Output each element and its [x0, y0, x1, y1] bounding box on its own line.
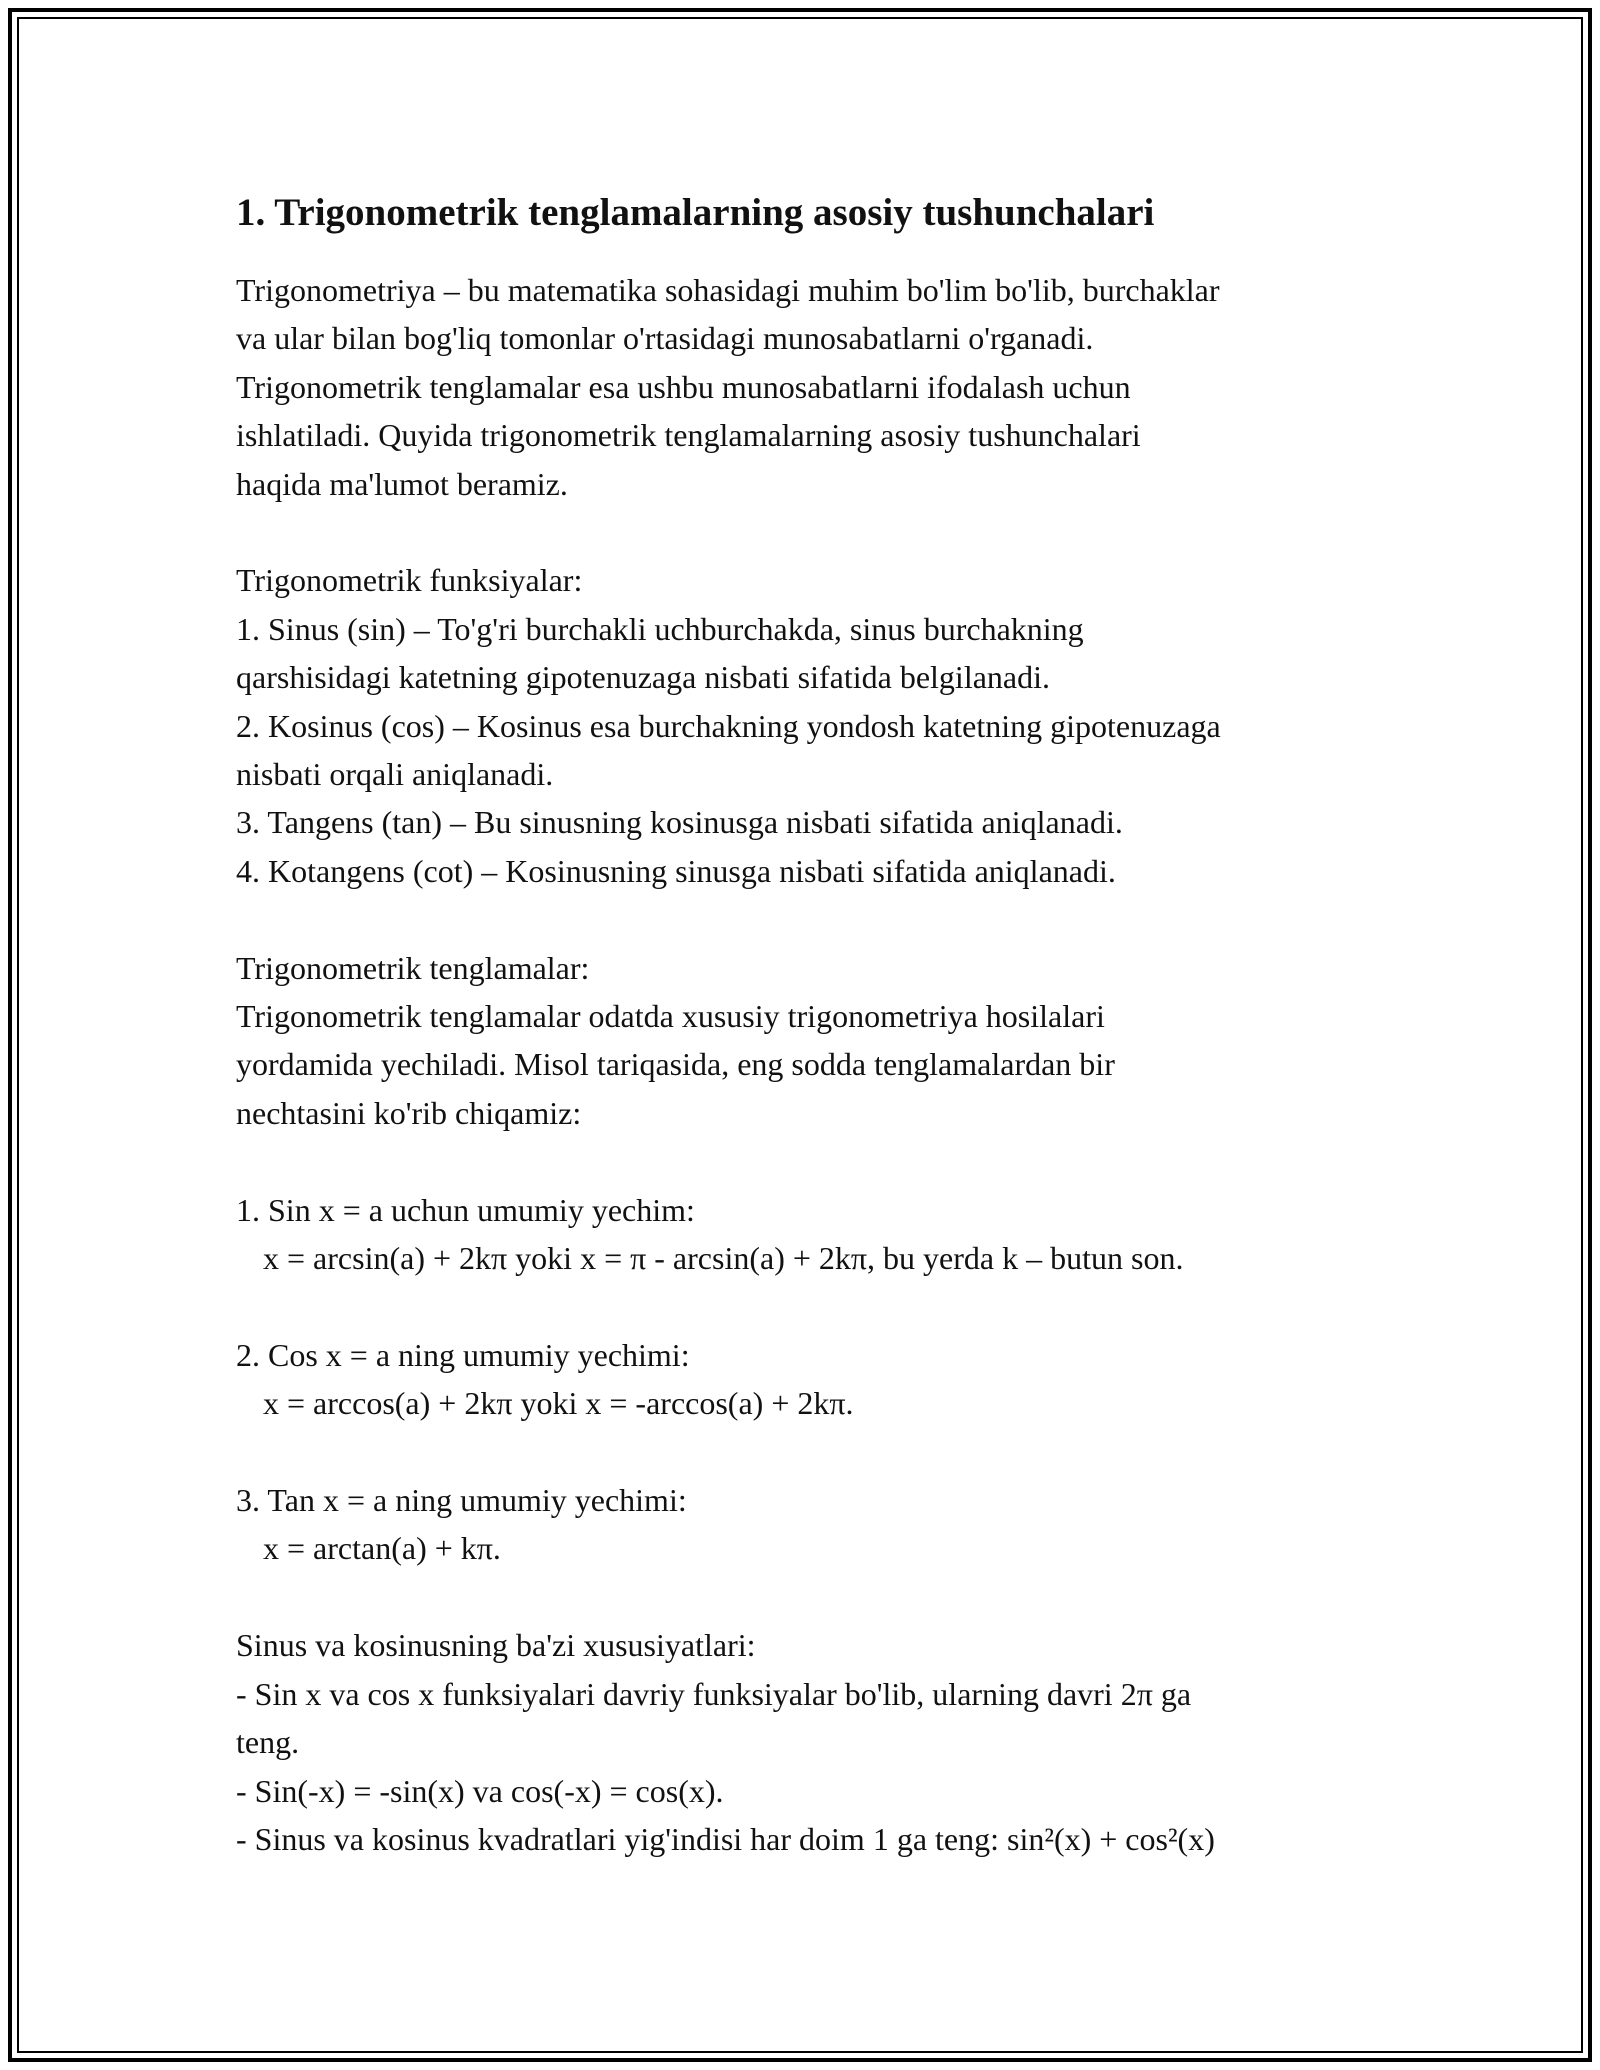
blank-line	[236, 895, 1386, 943]
text-line: yordamida yechiladi. Misol tariqasida, eng sodda tenglamalardan bir	[236, 1046, 1115, 1083]
text-line: 2. Kosinus (cos) – Kosinus esa burchakning yondosh katetning gipotenuzaga	[236, 707, 1221, 744]
formula-line: x = arccos(a) + 2kπ yoki x = -arccos(a) + 2kπ.	[263, 1385, 854, 1422]
text-line: va ular bilan bog'liq tomonlar o'rtasidagi munosabatlarni o'rganadi.	[236, 320, 1094, 357]
text-line: Trigonometriya – bu matematika sohasidagi muhim bo'lim bo'lib, burchaklar	[236, 272, 1220, 308]
blank-line	[236, 1137, 1386, 1185]
text-line: 3. Tan x = a ning umumiy yechimi:	[236, 1482, 687, 1519]
text-line: 4. Kotangens (cot) – Kosinusning sinusga nisbati sifatida aniqlanadi.	[236, 852, 1116, 889]
text-line: nechtasini ko'rib chiqamiz:	[236, 1094, 582, 1131]
formula-line: x = arcsin(a) + 2kπ yoki x = π - arcsin(a) + 2kπ, bu yerda k – butun son.	[263, 1240, 1184, 1277]
section-heading-equations: Trigonometrik tenglamalar:	[236, 949, 590, 986]
blank-line	[236, 508, 1386, 556]
text-line: - Sin(-x) = -sin(x) va cos(-x) = cos(x).	[236, 1772, 724, 1809]
text-line: 2. Cos x = a ning umumiy yechimi:	[236, 1336, 690, 1373]
text-line: qarshisidagi katetning gipotenuzaga nisbati sifatida belgilanadi.	[236, 659, 1050, 696]
text-line: 1. Sinus (sin) – To'g'ri burchakli uchburchakda, sinus burchakning	[236, 610, 1084, 647]
text-line: 3. Tangens (tan) – Bu sinusning kosinusga nisbati sifatida aniqlanadi.	[236, 804, 1123, 841]
formula-line: x = arctan(a) + kπ.	[263, 1530, 501, 1567]
blank-line	[236, 1282, 1386, 1330]
text-line: nisbati orqali aniqlanadi.	[236, 756, 554, 793]
text-line: - Sinus va kosinus kvadratlari yig'indisi har doim 1 ga teng: sin²(x) + cos²(x)	[236, 1820, 1215, 1857]
text-line: - Sin x va cos x funksiyalari davriy funksiyalar bo'lib, ularning davri 2π ga	[236, 1675, 1192, 1712]
section-heading-functions: Trigonometrik funksiyalar:	[236, 562, 583, 599]
page-title: 1. Trigonometrik tenglamalarning asosiy tushunchalari	[236, 191, 1155, 234]
text-line: haqida ma'lumot beramiz.	[236, 465, 568, 502]
document-body	[236, 186, 1386, 1863]
blank-line	[236, 1573, 1386, 1621]
text-line: ishlatiladi. Quyida trigonometrik tenglamalarning asosiy tushunchalari	[236, 417, 1141, 454]
text-line: Trigonometrik tenglamalar esa ushbu munosabatlarni ifodalash uchun	[236, 368, 1131, 405]
blank-line	[236, 1428, 1386, 1476]
section-heading-properties: Sinus va kosinusning ba'zi xususiyatlari:	[236, 1627, 756, 1664]
text-line: Trigonometrik tenglamalar odatda xususiy trigonometriya hosilalari	[236, 998, 1105, 1035]
text-line: teng.	[236, 1724, 300, 1761]
text-line: 1. Sin x = a uchun umumiy yechim:	[236, 1191, 695, 1228]
